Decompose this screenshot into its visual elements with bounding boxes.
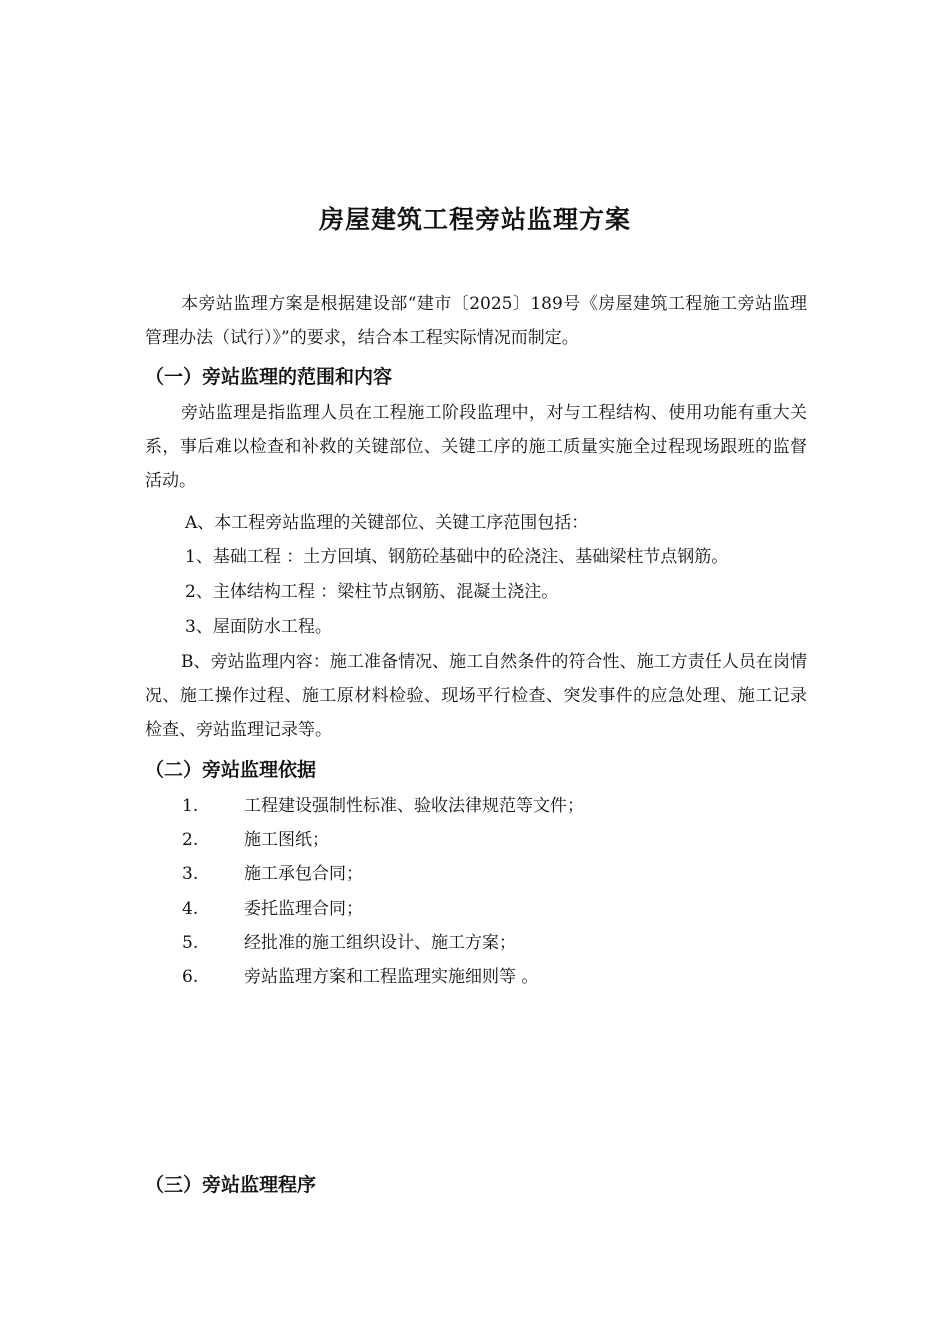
- basis-item-text: 经批准的施工组织设计、施工方案；: [244, 933, 516, 953]
- basis-item-number: 1.: [182, 796, 199, 816]
- section-1-heading: （一）旁站监理的范围和内容: [145, 366, 393, 388]
- basis-item-text: 施工承包合同；: [244, 864, 363, 884]
- basis-item-2: [182, 823, 329, 857]
- section-2-heading: （二）旁站监理依据: [145, 759, 317, 781]
- section-3-heading: （三）旁站监理程序: [145, 1174, 317, 1196]
- document-title: 房屋建筑工程旁站监理方案: [318, 205, 631, 234]
- basis-item-number: 6.: [182, 967, 199, 987]
- basis-item-text: 施工图纸；: [244, 830, 329, 850]
- basis-item-5: [182, 926, 516, 960]
- basis-item-4: [182, 892, 363, 926]
- intro-paragraph: 本旁站监理方案是根据建设部“建市〔2025〕189号《房屋建筑工程施工旁站监理管理办法（试行）》”的要求，结合本工程实际情况而制定。: [145, 294, 807, 348]
- scope-item-1: 1、基础工程 ：土方回填、钢筋砼基础中的砼浇注、基础梁柱节点钢筋。: [185, 547, 729, 567]
- basis-item-number: 4.: [182, 899, 199, 919]
- basis-item-1: [182, 789, 584, 823]
- scope-intro: A、本工程旁站监理的关键部位、关键工序范围包括：: [185, 513, 589, 533]
- scope-item-2: 2、主体结构工程 ：梁柱节点钢筋、混凝土浇注。: [185, 582, 559, 602]
- basis-item-6: [182, 960, 538, 994]
- scope-item-3: 3、屋面防水工程。: [185, 617, 332, 637]
- basis-item-3: [182, 857, 363, 891]
- basis-item-text: 工程建设强制性标准、验收法律规范等文件；: [244, 796, 584, 816]
- basis-item-text: 旁站监理方案和工程监理实施细则等 。: [244, 967, 539, 987]
- section-1-paragraph: 旁站监理是指监理人员在工程施工阶段监理中，对与工程结构、使用功能有重大关系，事后难以检查和补救的关键部位、关键工序的施工质量实施全过程现场跟班的监督活动。: [145, 403, 807, 491]
- basis-item-text: 委托监理合同；: [244, 899, 363, 919]
- basis-item-number: 3.: [182, 864, 199, 884]
- basis-item-number: 2.: [182, 830, 199, 850]
- basis-item-number: 5.: [182, 933, 199, 953]
- content-paragraph: B、旁站监理内容：施工准备情况、施工自然条件的符合性、施工方责任人员在岗情况、施工操作过程、施工原材料检验、现场平行检查、突发事件的应急处理、施工记录检查、旁站监理记录等。: [145, 652, 807, 740]
